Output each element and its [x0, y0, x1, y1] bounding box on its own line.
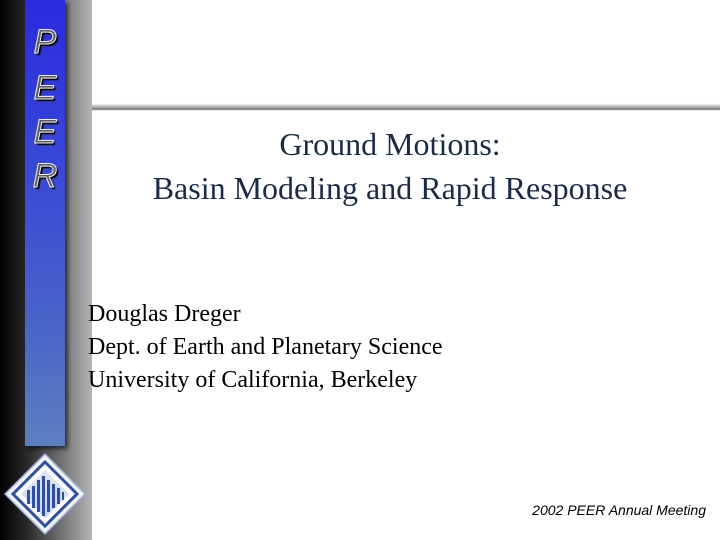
peer-center-logo-icon	[3, 452, 87, 536]
sidebar-letter-p: P	[33, 23, 57, 61]
slide-title	[110, 122, 670, 210]
header-band-shadow	[92, 104, 720, 111]
header-band	[92, 0, 720, 110]
sidebar-blue-bar	[25, 0, 65, 446]
sidebar-letter-e2: E	[33, 113, 57, 151]
author-name: Douglas Dreger	[88, 301, 241, 327]
sidebar-letter-r: R	[32, 157, 58, 195]
author-institution: University of California, Berkeley	[88, 367, 418, 393]
sidebar-letter-e1: E	[33, 69, 57, 107]
author-department: Dept. of Earth and Planetary Science	[88, 334, 443, 360]
title-line-1: Ground Motions:	[279, 126, 501, 162]
title-line-2: Basin Modeling and Rapid Response	[152, 170, 628, 206]
author-block	[88, 298, 443, 397]
footer-meeting-label: 2002 PEER Annual Meeting	[532, 502, 706, 518]
